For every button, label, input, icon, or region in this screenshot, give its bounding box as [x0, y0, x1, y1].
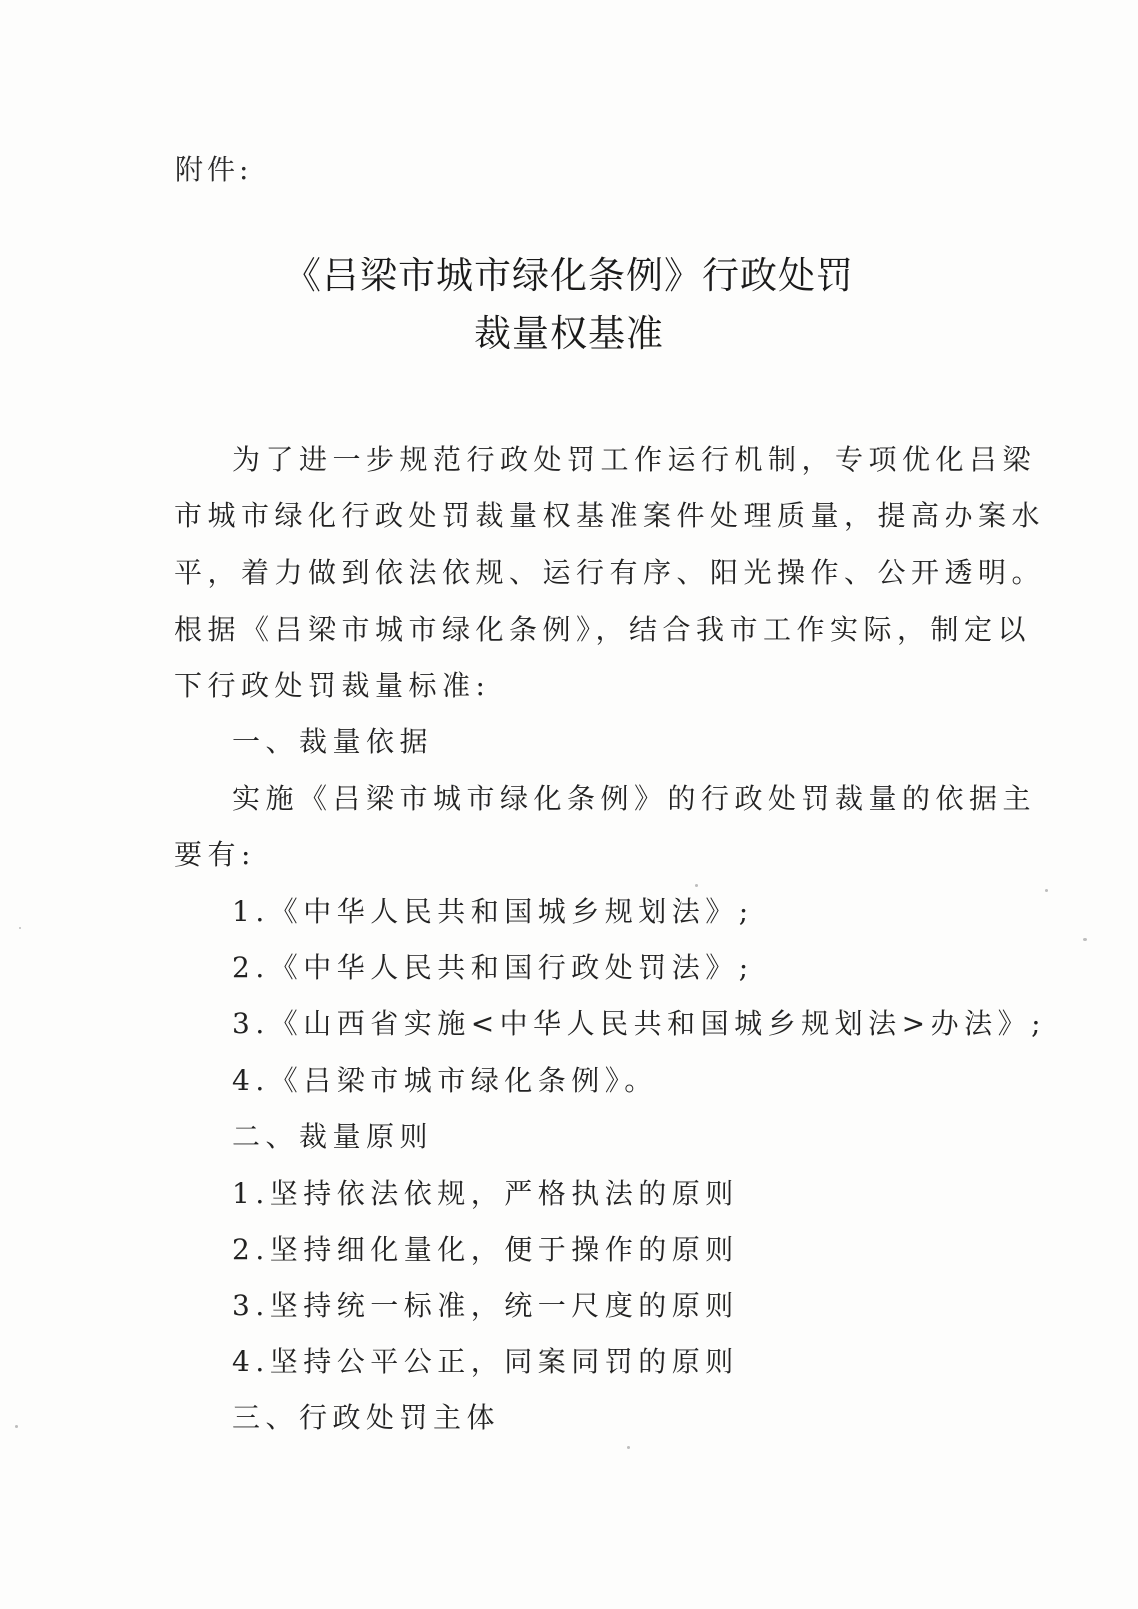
scan-speck	[627, 1446, 630, 1449]
section2-item-2: 2.坚持细化量化，便于操作的原则	[232, 1233, 739, 1266]
section1-item-4: 4.《吕梁市城市绿化条例》。	[232, 1064, 658, 1097]
scan-speck	[1045, 889, 1048, 892]
section-heading-2: 二、裁量原则	[232, 1120, 434, 1153]
intro-line-2: 市城市绿化行政处罚裁量权基准案件处理质量，提高办案水	[174, 499, 1046, 532]
document-title-line-1: 《吕梁市城市绿化条例》行政处罚	[284, 254, 854, 297]
scan-speck	[1083, 938, 1087, 941]
intro-line-5: 下行政处罚裁量标准:	[174, 669, 491, 702]
section1-item-2: 2.《中华人民共和国行政处罚法》;	[232, 951, 754, 984]
scan-speck	[695, 884, 698, 887]
intro-line-1: 为了进一步规范行政处罚工作运行机制，专项优化吕梁	[232, 443, 1037, 476]
intro-line-3: 平，着力做到依法依规、运行有序、阳光操作、公开透明。	[174, 556, 1046, 589]
section2-item-3: 3.坚持统一标准，统一尺度的原则	[232, 1289, 739, 1322]
section2-item-4: 4.坚持公平公正，同案同罚的原则	[232, 1345, 739, 1378]
section1-para-line-1: 实施《吕梁市城市绿化条例》的行政处罚裁量的依据主	[232, 782, 1037, 815]
section1-para-line-2: 要有:	[174, 838, 256, 871]
section1-item-1: 1.《中华人民共和国城乡规划法》;	[232, 895, 754, 928]
section-heading-1: 一、裁量依据	[232, 725, 434, 758]
section-heading-3: 三、行政处罚主体	[232, 1401, 501, 1434]
intro-line-4: 根据《吕梁市城市绿化条例》，结合我市工作实际，制定以	[174, 613, 1032, 646]
document-title-line-2: 裁量权基准	[474, 312, 664, 355]
section2-item-1: 1.坚持依法依规，严格执法的原则	[232, 1177, 739, 1210]
section1-item-3: 3.《山西省实施<中华人民共和国城乡规划法>办法》;	[232, 1007, 1047, 1040]
scan-speck	[19, 927, 21, 929]
scan-speck	[15, 1425, 18, 1428]
attachment-label: 附件:	[175, 153, 253, 186]
